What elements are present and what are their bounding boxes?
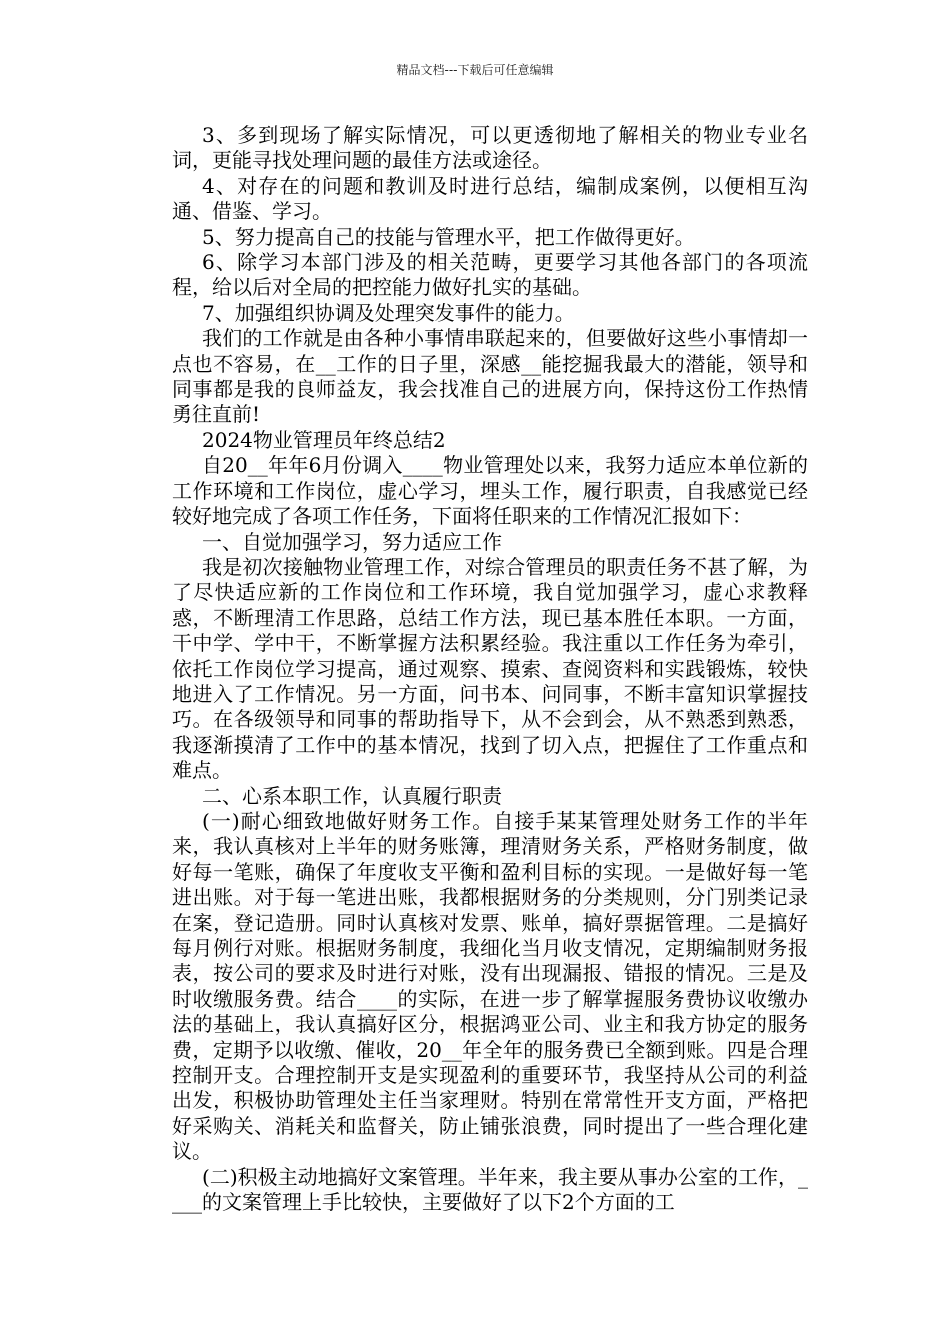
section-title: 2024物业管理员年终总结2 bbox=[202, 427, 446, 452]
paragraph-item-7: 7、加强组织协调及处理突发事件的能力。 bbox=[202, 300, 575, 325]
heading-study: 一、自觉加强学习，努力适应工作 bbox=[202, 529, 502, 554]
paragraph-documents: (二)积极主动地搞好文案管理。半年来，我主要从事办公室的工作，____的文案管理上手比较快，主要做好了以下2个方面的工 bbox=[172, 1164, 808, 1215]
paragraph-conclusion: 我们的工作就是由各种小事情串联起来的，但要做好这些小事情却一点也不容易，在__工作的日子里，深感__能挖掘我最大的潜能，领导和同事都是我的良师益友，我会找准自己的进展方向，保持这份工作热情勇往直前! bbox=[172, 326, 808, 427]
paragraph-item-4: 4、对存在的问题和教训及时进行总结，编制成案例，以便相互沟通、借鉴、学习。 bbox=[172, 173, 808, 224]
paragraph-intro: 自20__年年6月份调入____物业管理处以来，我努力适应本单位新的工作环境和工作岗位，虚心学习，埋头工作，履行职责，自我感觉已经较好地完成了各项工作任务，下面将任职来的工作情况汇报如下： bbox=[172, 453, 808, 529]
paragraph-item-3: 3、多到现场了解实际情况，可以更透彻地了解相关的物业专业名词，更能寻找处理问题的最佳方法或途径。 bbox=[172, 123, 808, 173]
paragraph-item-5: 5、努力提高自己的技能与管理水平，把工作做得更好。 bbox=[202, 224, 695, 249]
paragraph-study: 我是初次接触物业管理工作，对综合管理员的职责任务不甚了解，为了尽快适应新的工作岗位和工作环境，我自觉加强学习，虚心求教释惑，不断理清工作思路，总结工作方法，现已基本胜任本职。一方面，干中学、学中干，不断掌握方法积累经验。我注重以工作任务为牵引，依托工作岗位学习提高，通过观察、摸索、查阅资料和实践锻炼，较快地进入了工作情况。另一方面，问书本、问同事，不断丰富知识掌握技巧。在各级领导和同事的帮助指导下，从不会到会，从不熟悉到熟悉，我逐渐摸清了工作中的基本情况，找到了切入点，把握住了工作重点和难点。 bbox=[172, 554, 808, 783]
heading-duties: 二、心系本职工作，认真履行职责 bbox=[202, 783, 502, 808]
document-body bbox=[172, 123, 808, 1215]
paragraph-item-6: 6、除学习本部门涉及的相关范畴，更要学习其他各部门的各项流程，给以后对全局的把控能力做好扎实的基础。 bbox=[172, 250, 808, 300]
page-header: 精品文档---下载后可任意编辑 bbox=[396, 63, 554, 77]
paragraph-finance: (一)耐心细致地做好财务工作。自接手某某管理处财务工作的半年来，我认真核对上半年的财务账簿，理清财务关系，严格财务制度，做好每一笔账，确保了年度收支平衡和盈利目标的实现。一是做好每一笔进出账。对于每一笔进出账，我都根据财务的分类规则，分门别类记录在案，登记造册。同时认真核对发票、账单，搞好票据管理。二是搞好每月例行对账。根据财务制度，我细化当月收支情况，定期编制财务报表，按公司的要求及时进行对账，没有出现漏报、错报的情况。三是及时收缴服务费。结合____的实际，在进一步了解掌握服务费协议收缴办法的基础上，我认真搞好区分，根据鸿亚公司、业主和我方协定的服务费，定期予以收缴、催收，20__年全年的服务费已全额到账。四是合理控制开支。合理控制开支是实现盈利的重要环节，我坚持从公司的利益出发，积极协助管理处主任当家理财。特别在常常性开支方面，严格把好采购关、消耗关和监督关，防止铺张浪费，同时提出了一些合理化建议。 bbox=[172, 808, 808, 1164]
